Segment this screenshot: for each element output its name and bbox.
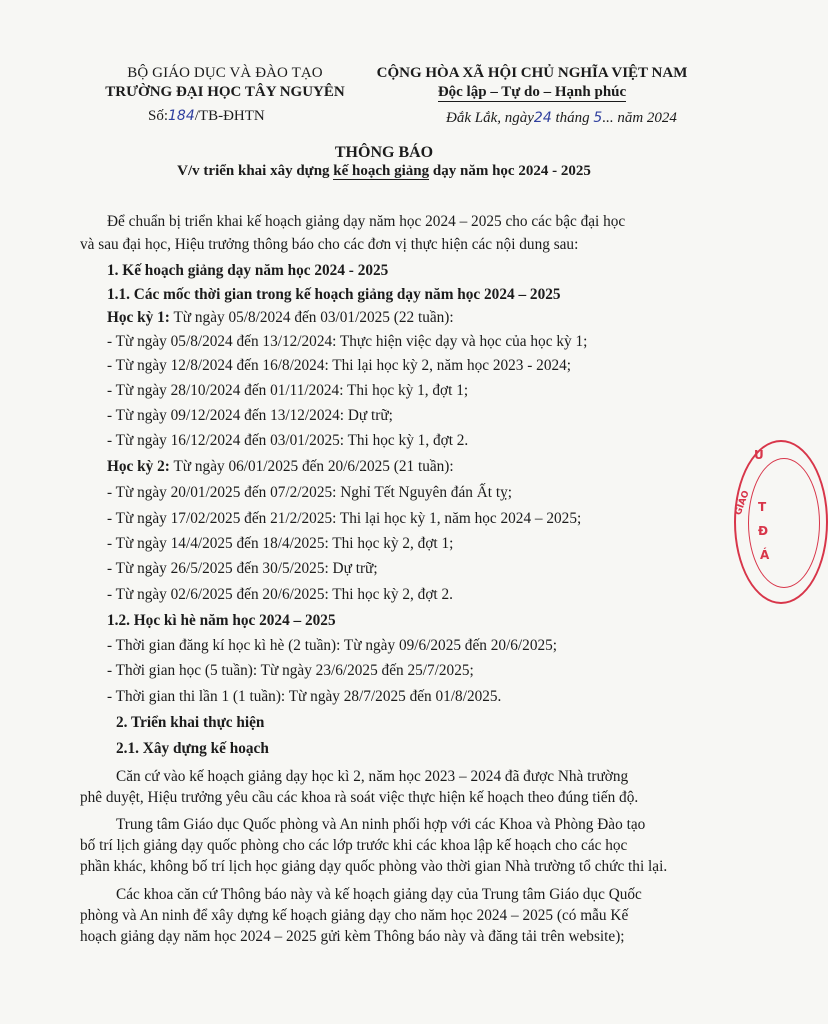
semester-2-label: Học kỳ 2: [107, 458, 170, 475]
issuer-block [80, 64, 370, 102]
section-1-2-heading: 1.2. Học kì hè năm học 2024 – 2025 [107, 612, 336, 629]
official-stamp [734, 440, 828, 604]
list-item: - Từ ngày 28/10/2024 đến 01/11/2024: Thi học kỳ 1, đợt 1; [107, 382, 469, 399]
stamp-char: GIÁO [733, 489, 752, 517]
paragraph-1-line-2: phê duyệt, Hiệu trưởng yêu cầu các khoa rà soát việc thực hiện kế hoạch theo đúng tiến độ. [80, 789, 639, 806]
semester-1-label: Học kỳ 1: [107, 309, 170, 326]
notice-title: THÔNG BÁO [334, 144, 434, 161]
republic-name: CỘNG HÒA XÃ HỘI CHỦ NGHĨA VIỆT NAM [376, 65, 688, 81]
list-item: - Từ ngày 16/12/2024 đến 03/01/2025: Thi học kỳ 1, đợt 2. [107, 432, 469, 449]
ministry-name: BỘ GIÁO DỤC VÀ ĐÀO TẠO [127, 65, 323, 81]
list-item: - Thời gian thi lần 1 (1 tuần): Từ ngày 28/7/2025 đến 01/8/2025. [107, 688, 502, 705]
national-motto: Độc lập – Tự do – Hạnh phúc [437, 84, 627, 100]
list-item: - Từ ngày 05/8/2024 đến 13/12/2024: Thực hiện việc dạy và học của học kỳ 1; [107, 333, 588, 350]
list-item: - Từ ngày 20/01/2025 đến 07/2/2025: Nghỉ Tết Nguyên đán Ất tỵ; [107, 484, 512, 501]
list-item: - Thời gian đăng kí học kì hè (2 tuần): Từ ngày 09/6/2025 đến 20/6/2025; [107, 637, 558, 654]
university-name: TRƯỜNG ĐẠI HỌC TÂY NGUYÊN [105, 84, 345, 100]
list-item: - Từ ngày 26/5/2025 đến 30/5/2025: Dự trữ; [107, 560, 378, 577]
paragraph-1-line-1: Căn cứ vào kế hoạch giảng dạy học kì 2, năm học 2023 – 2024 đã được Nhà trường [116, 768, 629, 785]
list-item: - Từ ngày 14/4/2025 đến 18/4/2025: Thi học kỳ 2, đợt 1; [107, 535, 454, 552]
subtitle-suffix: dạy năm học 2024 - 2025 [429, 163, 591, 179]
stamp-char: Đ [758, 524, 769, 538]
paragraph-2-line-2: bố trí lịch giảng dạy quốc phòng cho các lớp trước khi các khoa lập kế hoạch cho các học [80, 837, 628, 854]
section-2-heading: 2. Triển khai thực hiện [116, 714, 265, 731]
section-1-heading: 1. Kế hoạch giảng dạy năm học 2024 - 2025 [107, 262, 389, 279]
list-item: - Từ ngày 17/02/2025 đến 21/2/2025: Thi lại học kỳ 1, năm học 2024 – 2025; [107, 510, 582, 527]
list-item: - Thời gian học (5 tuần): Từ ngày 23/6/2025 đến 25/7/2025; [107, 662, 474, 679]
month-handwritten: 5 [593, 110, 603, 126]
paragraph-2-line-1: Trung tâm Giáo dục Quốc phòng và An ninh phối hợp với các Khoa và Phòng Đào tạo [116, 816, 646, 833]
doc-number-suffix: /TB-ĐHTN [194, 108, 265, 124]
notice-subtitle [0, 163, 768, 180]
paragraph-3-line-3: hoạch giảng dạy năm học 2024 – 2025 gửi kèm Thông báo này và đăng tải trên website); [80, 928, 625, 945]
list-item: - Từ ngày 12/8/2024 đến 16/8/2024: Thi lại học kỳ 2, năm học 2023 - 2024; [107, 357, 572, 374]
subtitle-prefix: V/v triển khai xây dựng [177, 163, 334, 179]
paragraph-3-line-1: Các khoa căn cứ Thông báo này và kế hoạch giảng dạy của Trung tâm Giáo dục Quốc [116, 886, 642, 903]
semester-2-range: Từ ngày 06/01/2025 đến 20/6/2025 (21 tuần): [169, 458, 454, 475]
day-handwritten: 24 [533, 110, 552, 126]
semester-2-line [107, 458, 454, 476]
national-header [342, 64, 722, 102]
stamp-char: Á [760, 548, 770, 562]
stamp-char: U [754, 448, 764, 462]
subtitle-underlined: kế hoạch giảng [333, 163, 430, 179]
place-prefix: Đắk Lắk, ngày [446, 110, 534, 126]
intro-line-1: Để chuẩn bị triển khai kế hoạch giảng dạy năm học 2024 – 2025 cho các bậc đại học [107, 213, 626, 230]
list-item: - Từ ngày 02/6/2025 đến 20/6/2025: Thi học kỳ 2, đợt 2. [107, 586, 453, 603]
month-label: tháng [555, 110, 590, 126]
section-2-1-heading: 2.1. Xây dựng kế hoạch [116, 740, 269, 757]
stamp-char: T [758, 500, 767, 514]
intro-line-2: và sau đại học, Hiệu trưởng thông báo cho các đơn vị thực hiện các nội dung sau: [80, 236, 579, 253]
semester-1-range: Từ ngày 05/8/2024 đến 03/01/2025 (22 tuần): [169, 309, 454, 326]
stamp-inner-ring [748, 458, 820, 588]
document-number [148, 108, 265, 125]
year-text: ... năm 2024 [602, 110, 677, 126]
list-item: - Từ ngày 09/12/2024 đến 13/12/2024: Dự trữ; [107, 407, 393, 424]
semester-1-line [107, 309, 454, 327]
section-1-1-heading: 1.1. Các mốc thời gian trong kế hoạch giảng dạy năm học 2024 – 2025 [107, 286, 561, 303]
paragraph-2-line-3: phần khác, không bố trí lịch học giảng dạy quốc phòng vào thời gian Nhà trường tổ chức thi lại. [80, 858, 668, 875]
doc-number-handwritten: 184 [168, 108, 195, 124]
place-date [446, 110, 677, 127]
doc-number-prefix: Số: [148, 108, 169, 124]
paragraph-3-line-2: phòng và An ninh để xây dựng kế hoạch giảng dạy cho năm học 2024 – 2025 (có mẫu Kế [80, 907, 629, 924]
